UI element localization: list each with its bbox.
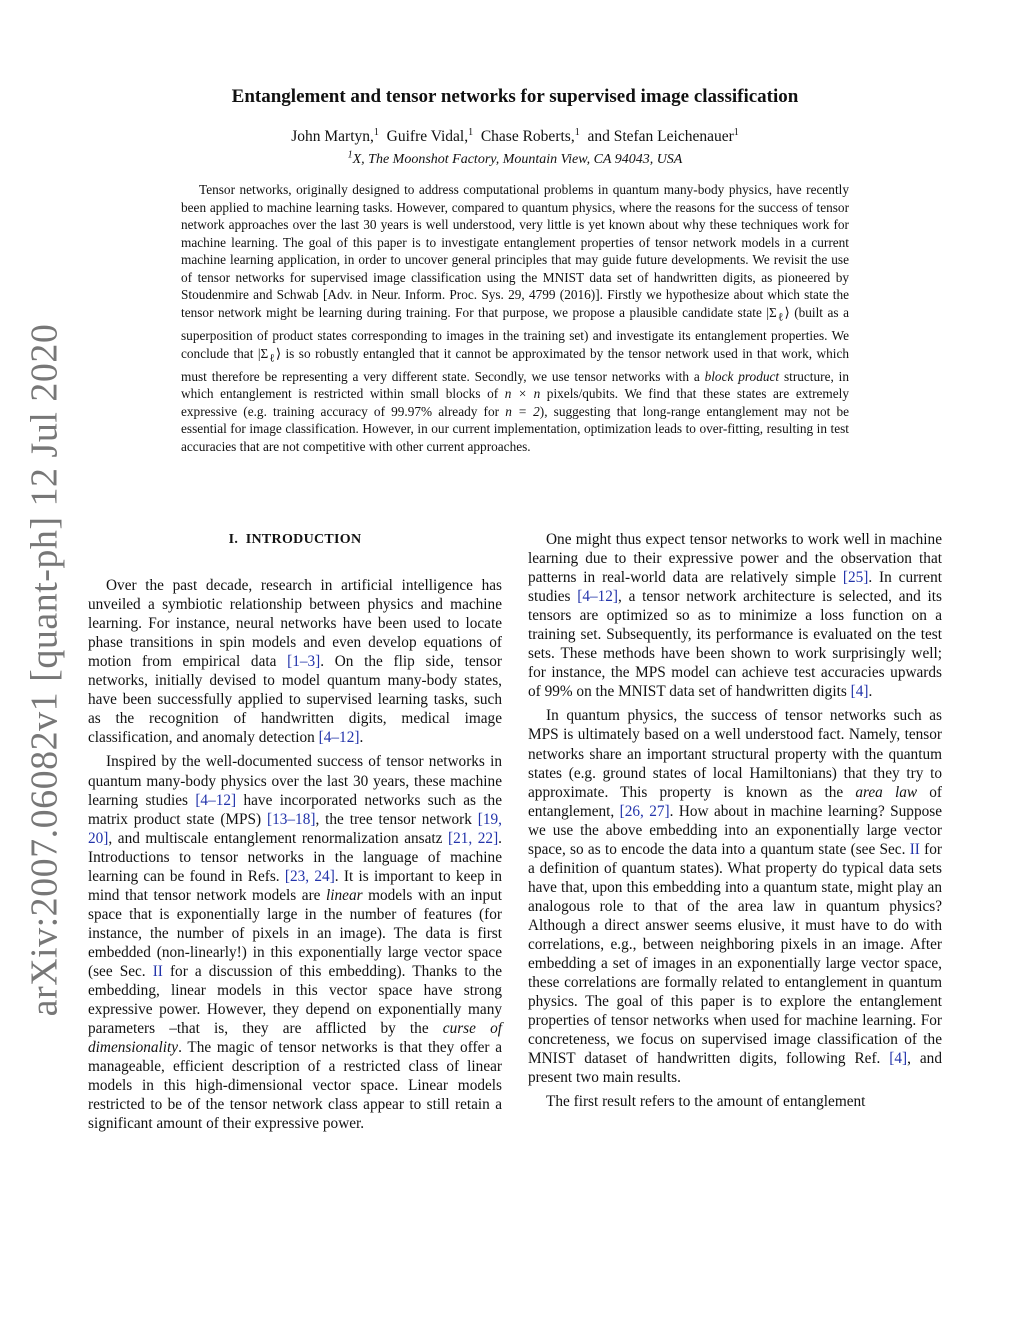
section-heading: I. INTRODUCTION — [228, 532, 362, 547]
paragraph: Over the past decade, research in artificial intelligence has unveiled a symbiotic relationship between physics and machine learning. For instance, neural networks have been used to locate phase transitions in spin models and even develop equations of motion from empirical data [1–3]. On the flip side, tensor networks, initially devised to model quantum many-body states, have been successfully applied to supervised learning tasks, such as the recognition of handwritten digits, medical image classification, and anomaly detection [4–12]. — [88, 577, 502, 747]
section-link[interactable]: II — [909, 840, 920, 858]
paragraph: Inspired by the well-documented success of tensor networks in quantum many-body physics over the last 30 years, these machine learning studies [4–12] have incorporated networks such as the matrix product state (MPS) [13–18], the tree tensor network [19, 20], and multiscale entanglement renormalization ansatz [21, 22]. Introductions to tensor networks in the language of machine learning can be found in Refs. [23, 24]. It is important to keep in mind that tensor network models are linear models with an input space that is exponentially large in the number of features (for instance, the number of pixels in an image). The data is first embedded (non-linearly!) in this exponentially large vector space (see Sec. II for a discussion of this embedding). Thanks to the embedding, linear models in this vector space have strong expressive power. However, they depend on exponentially many parameters –that is, they are afflicted by the curse of dimensionality. The magic of tensor networks is that they offer a manageable, efficient description of a restricted class of linear models in this high-dimensional vector space. Linear models restricted to be of the tensor network class appear to still retain a significant amount of their expressive power. — [88, 753, 502, 1133]
author-affiliation-marker: 1 — [733, 126, 739, 138]
citation-link[interactable]: [13–18] — [267, 810, 316, 828]
citation-link[interactable]: [23, 24] — [284, 867, 335, 885]
citation-link[interactable]: [4–12] — [577, 588, 619, 606]
abstract: Tensor networks, originally designed to address computational problems in quantum many-body physics, have recently been applied to machine learning tasks. However, compared to quantum physics, where the reasons for the success of tensor network approaches over the last 30 years is well understood, very little is yet known about why these techniques work for machine learning. The goal of this paper is to investigate entanglement properties of tensor network models in a current machine learning application, in order to uncover general principles that may guide future developments. We revisit the use of tensor networks for supervised image classification using the MNIST data set of handwritten digits, as pioneered by Stoudenmire and Schwab [Adv. in Neur. Inform. Proc. Sys. 29, 4799 (2016)]. Firstly we hypothesize about which state the tensor network might be learning during training. For that purpose, we propose a plausible candidate state $|\Sigma_\ell⟩$ (built as a superposition of product states corresponding to images in the training set) and investigate its entanglement properties. We conclude that $|\Sigma_\ell⟩$ is so robustly entangled that it cannot be approximated by the tensor network used in that work, which must therefore be representing a very different state. Secondly, we use tensor networks with a block product structure, in which entanglement is restricted within small blocks of n × n pixels/qubits. We find that these states are extremely expressive (e.g. training accuracy of 99.97% already for n = 2), suggesting that long-range entanglement may not be essential for image classification. However, in our current implementation, optimization leads to over-fitting, resulting in test accuracies that are not competitive with other current approaches. — [181, 182, 850, 454]
citation-link[interactable]: [4] — [850, 683, 869, 701]
affiliation-text: X, The Moonshot Factory, Mountain View, CA 94043, USA — [352, 152, 683, 167]
affiliation — [100, 149, 930, 168]
right-column — [528, 530, 942, 1116]
author-affiliation-marker: 1 — [373, 126, 379, 138]
paragraph: In quantum physics, the success of tensor networks such as MPS is ultimately based on a well understood fact. Namely, tensor networks share an important structural property with the quantum states (e.g. ground states of local Hamiltonians) that they try to approximate. This property is known as the area law of entanglement, [26, 27]. How about in machine learning? Suppose we use the above embedding into an exponentially large vector space, so as to encode the data into a quantum state (see Sec. II for a definition of quantum states). What property do typical data sets have that, upon this embedding into a quantum state, might play an analogous role to that of the area law in quantum physics? Although a direct answer seems elusive, it must have to do with correlations, e.g., between neighboring pixels in an image. After embedding a set of images in an exponentially large vector space, these correlations are formally related to entanglement in quantum physics. The goal of this paper is to explore the entanglement properties of tensor networks when used for machine learning. For concreteness, we focus on supervised image classification of the MNIST dataset of handwritten digits, following Ref. [4], and present two main results. — [528, 707, 942, 1087]
author-name: Chase Roberts, — [480, 128, 575, 145]
citation-link[interactable]: [4–12] — [195, 791, 237, 809]
author-affiliation-marker: 1 — [574, 126, 580, 138]
citation-link[interactable]: [4] — [889, 1050, 908, 1068]
author-name: John Martyn, — [291, 128, 374, 145]
citation-link[interactable]: [19, 20] — [88, 810, 502, 847]
affiliation-marker: 1 — [347, 149, 353, 161]
paragraph: One might thus expect tensor networks to work well in machine learning due to their expressive power and the observation that patterns in real-world data are relatively simple [25]. In current studies [4–12], a tensor network architecture is selected, and its tensors are optimized so as to minimize a loss function on a training set. Subsequently, its performance is evaluated on the test sets. These methods have been shown to work surprisingly well; for instance, the MPS model can achieve test accuracies upwards of 99% on the MNIST data set of handwritten digits [4]. — [528, 531, 942, 701]
citation-link[interactable]: [26, 27] — [619, 802, 670, 820]
section-link[interactable]: II — [152, 962, 163, 980]
author-name: Guifre Vidal, — [386, 128, 469, 145]
citation-link[interactable]: [1–3] — [287, 653, 321, 671]
citation-link[interactable]: [4–12] — [318, 729, 360, 747]
paper-title: Entanglement and tensor networks for supervised image classification — [231, 86, 799, 107]
left-column — [88, 530, 502, 1138]
citation-link[interactable]: [21, 22] — [448, 829, 499, 847]
arxiv-identifier — [14, 320, 74, 1020]
author-affiliation-marker: 1 — [468, 126, 474, 138]
author-name: and Stefan Leichenauer — [587, 128, 734, 145]
paragraph: The first result refers to the amount of entanglement — [546, 1093, 866, 1111]
author-list — [100, 128, 930, 146]
arxiv-identifier-text: arXiv:2007.06082v1 [quant-ph] 12 Jul 2020 — [23, 323, 65, 1017]
citation-link[interactable]: [25] — [842, 569, 869, 587]
